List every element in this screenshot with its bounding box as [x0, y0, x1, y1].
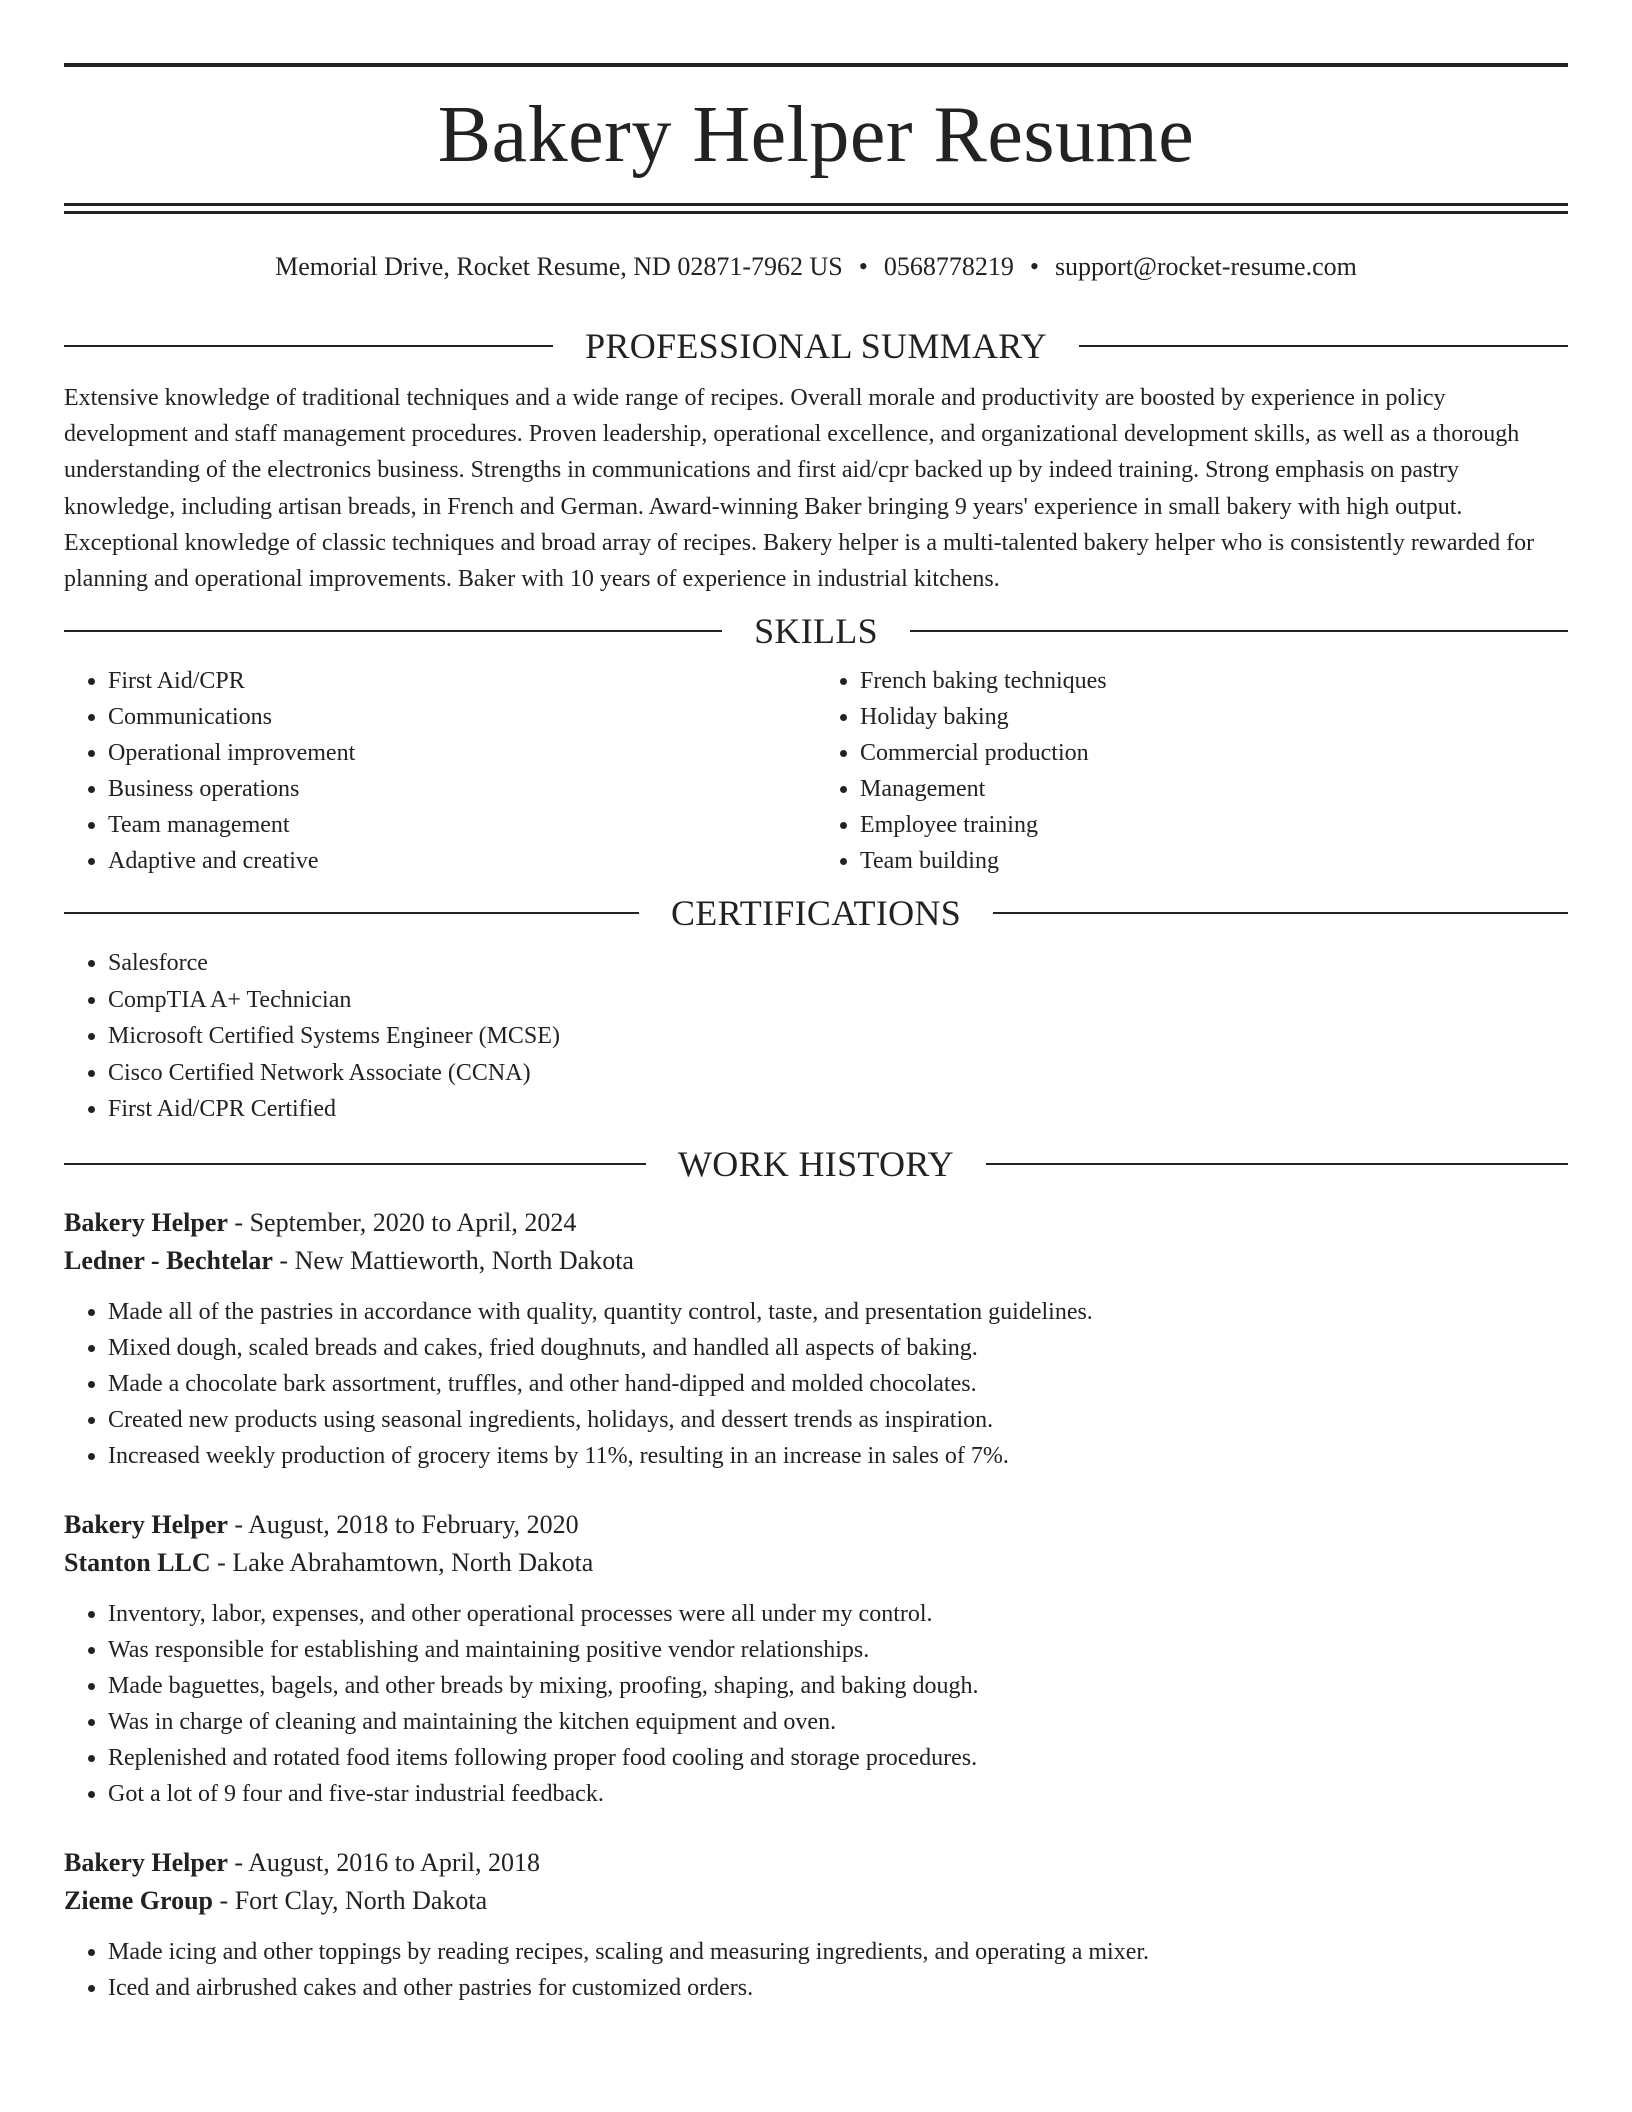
- job-bullets: [64, 1934, 1568, 2006]
- job-title-line: Bakery Helper - August, 2018 to February, 2020: [64, 1509, 579, 1539]
- job-bullet: • Made icing and other toppings by reading recipes, scaling and measuring ingredients, and operating a mixer.: [108, 1934, 1568, 1970]
- work-section-header: [64, 1142, 1568, 1186]
- section-rule: [64, 345, 553, 347]
- contact-address: Memorial Drive, Rocket Resume, ND 02871-7962 US: [275, 252, 843, 281]
- job-company: Stanton LLC: [64, 1547, 211, 1577]
- skills-column-right: [816, 663, 1568, 879]
- section-rule: [64, 912, 639, 914]
- certification-item: • Microsoft Certified Systems Engineer (MCSE): [108, 1018, 1568, 1055]
- job-company-line: Zieme Group - Fort Clay, North Dakota: [64, 1885, 488, 1915]
- job-bullet: • Got a lot of 9 four and five-star industrial feedback.: [108, 1776, 1568, 1812]
- skill-item: • French baking techniques: [860, 663, 1568, 699]
- job-location: Lake Abrahamtown, North Dakota: [232, 1547, 594, 1577]
- section-rule: [1079, 345, 1568, 347]
- job-company: Zieme Group: [64, 1885, 214, 1915]
- skill-item: • Team building: [860, 843, 1568, 879]
- skill-item: • Holiday baking: [860, 699, 1568, 735]
- job-bullet: • Made a chocolate bark assortment, truffles, and other hand-dipped and molded chocolates.: [108, 1366, 1568, 1402]
- skills-column-left: [64, 663, 816, 879]
- job-title: Bakery Helper: [64, 1847, 228, 1877]
- job-bullet: • Made baguettes, bagels, and other breads by mixing, proofing, shaping, and baking dough.: [108, 1668, 1568, 1704]
- job-bullet: • Was responsible for establishing and maintaining positive vendor relationships.: [108, 1632, 1568, 1668]
- skill-item: • Communications: [108, 699, 816, 735]
- skills-section-header: [64, 609, 1568, 653]
- contact-line: [64, 252, 1568, 282]
- skill-item: • Employee training: [860, 807, 1568, 843]
- job-bullet: • Mixed dough, scaled breads and cakes, fried doughnuts, and handled all aspects of baking.: [108, 1330, 1568, 1366]
- certification-item: • Salesforce: [108, 945, 1568, 982]
- job-title: Bakery Helper: [64, 1509, 228, 1539]
- title-double-rule: [64, 203, 1568, 214]
- job-entry: [64, 1844, 1568, 2006]
- skills-list: [64, 663, 1568, 879]
- job-entry: [64, 1204, 1568, 1474]
- contact-separator: •: [858, 252, 868, 281]
- skill-item: • Management: [860, 771, 1568, 807]
- job-bullet: • Made all of the pastries in accordance with quality, quantity control, taste, and presentation guidelines.: [108, 1294, 1568, 1330]
- section-rule: [64, 1163, 646, 1165]
- skill-item: • Adaptive and creative: [108, 843, 816, 879]
- summary-text: Extensive knowledge of traditional techniques and a wide range of recipes. Overall morale and productivity are boosted by experience in policy development and staff management procedures. Proven leadership, operational excellence, and organizational development skills, as well as a thorough understanding of the electronics business. Strengths in communications and first aid/cpr backed up by indeed training. Strong emphasis on pastry knowledge, including artisan breads, in French and German. Award-winning Baker bringing 9 years' experience in small bakery with high output. Exceptional knowledge of classic techniques and broad array of recipes. Bakery helper is a multi-talented bakery helper who is consistently rewarded for planning and operational improvements. Baker with 10 years of experience in industrial kitchens.: [64, 385, 1535, 593]
- job-dates: August, 2016 to April, 2018: [248, 1847, 540, 1877]
- skill-item: • Operational improvement: [108, 735, 816, 771]
- job-bullet: • Inventory, labor, expenses, and other operational processes were all under my control.: [108, 1596, 1568, 1632]
- job-bullet: • Iced and airbrushed cakes and other pastries for customized orders.: [108, 1970, 1568, 2006]
- certification-item: • First Aid/CPR Certified: [108, 1091, 1568, 1128]
- certification-item: • Cisco Certified Network Associate (CCNA): [108, 1055, 1568, 1092]
- job-bullet: • Increased weekly production of grocery items by 11%, resulting in an increase in sales of 7%.: [108, 1438, 1568, 1474]
- skill-item: • Commercial production: [860, 735, 1568, 771]
- skill-item: • First Aid/CPR: [108, 663, 816, 699]
- section-rule: [993, 912, 1568, 914]
- job-bullet: • Replenished and rotated food items following proper food cooling and storage procedures.: [108, 1740, 1568, 1776]
- certifications-heading: CERTIFICATIONS: [670, 893, 962, 934]
- summary-section-header: [64, 324, 1568, 368]
- contact-email[interactable]: support@rocket-resume.com: [1054, 252, 1357, 281]
- resume-title: Bakery Helper Resume: [437, 91, 1195, 179]
- contact-phone: 0568778219: [883, 252, 1014, 281]
- job-company: Ledner - Bechtelar: [64, 1245, 273, 1275]
- certification-item: • CompTIA A+ Technician: [108, 982, 1568, 1019]
- section-rule: [910, 630, 1568, 632]
- work-heading: WORK HISTORY: [678, 1143, 954, 1184]
- job-location: Fort Clay, North Dakota: [234, 1885, 488, 1915]
- job-dates: August, 2018 to February, 2020: [248, 1509, 579, 1539]
- job-bullets: [64, 1294, 1568, 1474]
- summary-heading: PROFESSIONAL SUMMARY: [585, 326, 1047, 366]
- job-bullet: • Was in charge of cleaning and maintaining the kitchen equipment and oven.: [108, 1704, 1568, 1740]
- skill-item: • Business operations: [108, 771, 816, 807]
- job-company-line: Stanton LLC - Lake Abrahamtown, North Dakota: [64, 1547, 594, 1577]
- section-rule: [64, 630, 722, 632]
- job-bullet: • Created new products using seasonal ingredients, holidays, and dessert trends as inspiration.: [108, 1402, 1568, 1438]
- job-location: New Mattieworth, North Dakota: [294, 1245, 634, 1275]
- job-title-line: Bakery Helper - September, 2020 to April, 2024: [64, 1207, 577, 1237]
- job-entry: [64, 1506, 1568, 1812]
- skill-item: • Team management: [108, 807, 816, 843]
- job-bullets: [64, 1596, 1568, 1812]
- certifications-list: [64, 945, 1568, 1128]
- job-dates: September, 2020 to April, 2024: [249, 1207, 577, 1237]
- skills-heading: SKILLS: [754, 611, 878, 652]
- job-title: Bakery Helper: [64, 1207, 228, 1237]
- job-company-line: Ledner - Bechtelar - New Mattieworth, North Dakota: [64, 1245, 634, 1275]
- certifications-section-header: [64, 891, 1568, 935]
- section-rule: [986, 1163, 1568, 1165]
- contact-separator: •: [1029, 252, 1039, 281]
- job-title-line: Bakery Helper - August, 2016 to April, 2018: [64, 1847, 540, 1877]
